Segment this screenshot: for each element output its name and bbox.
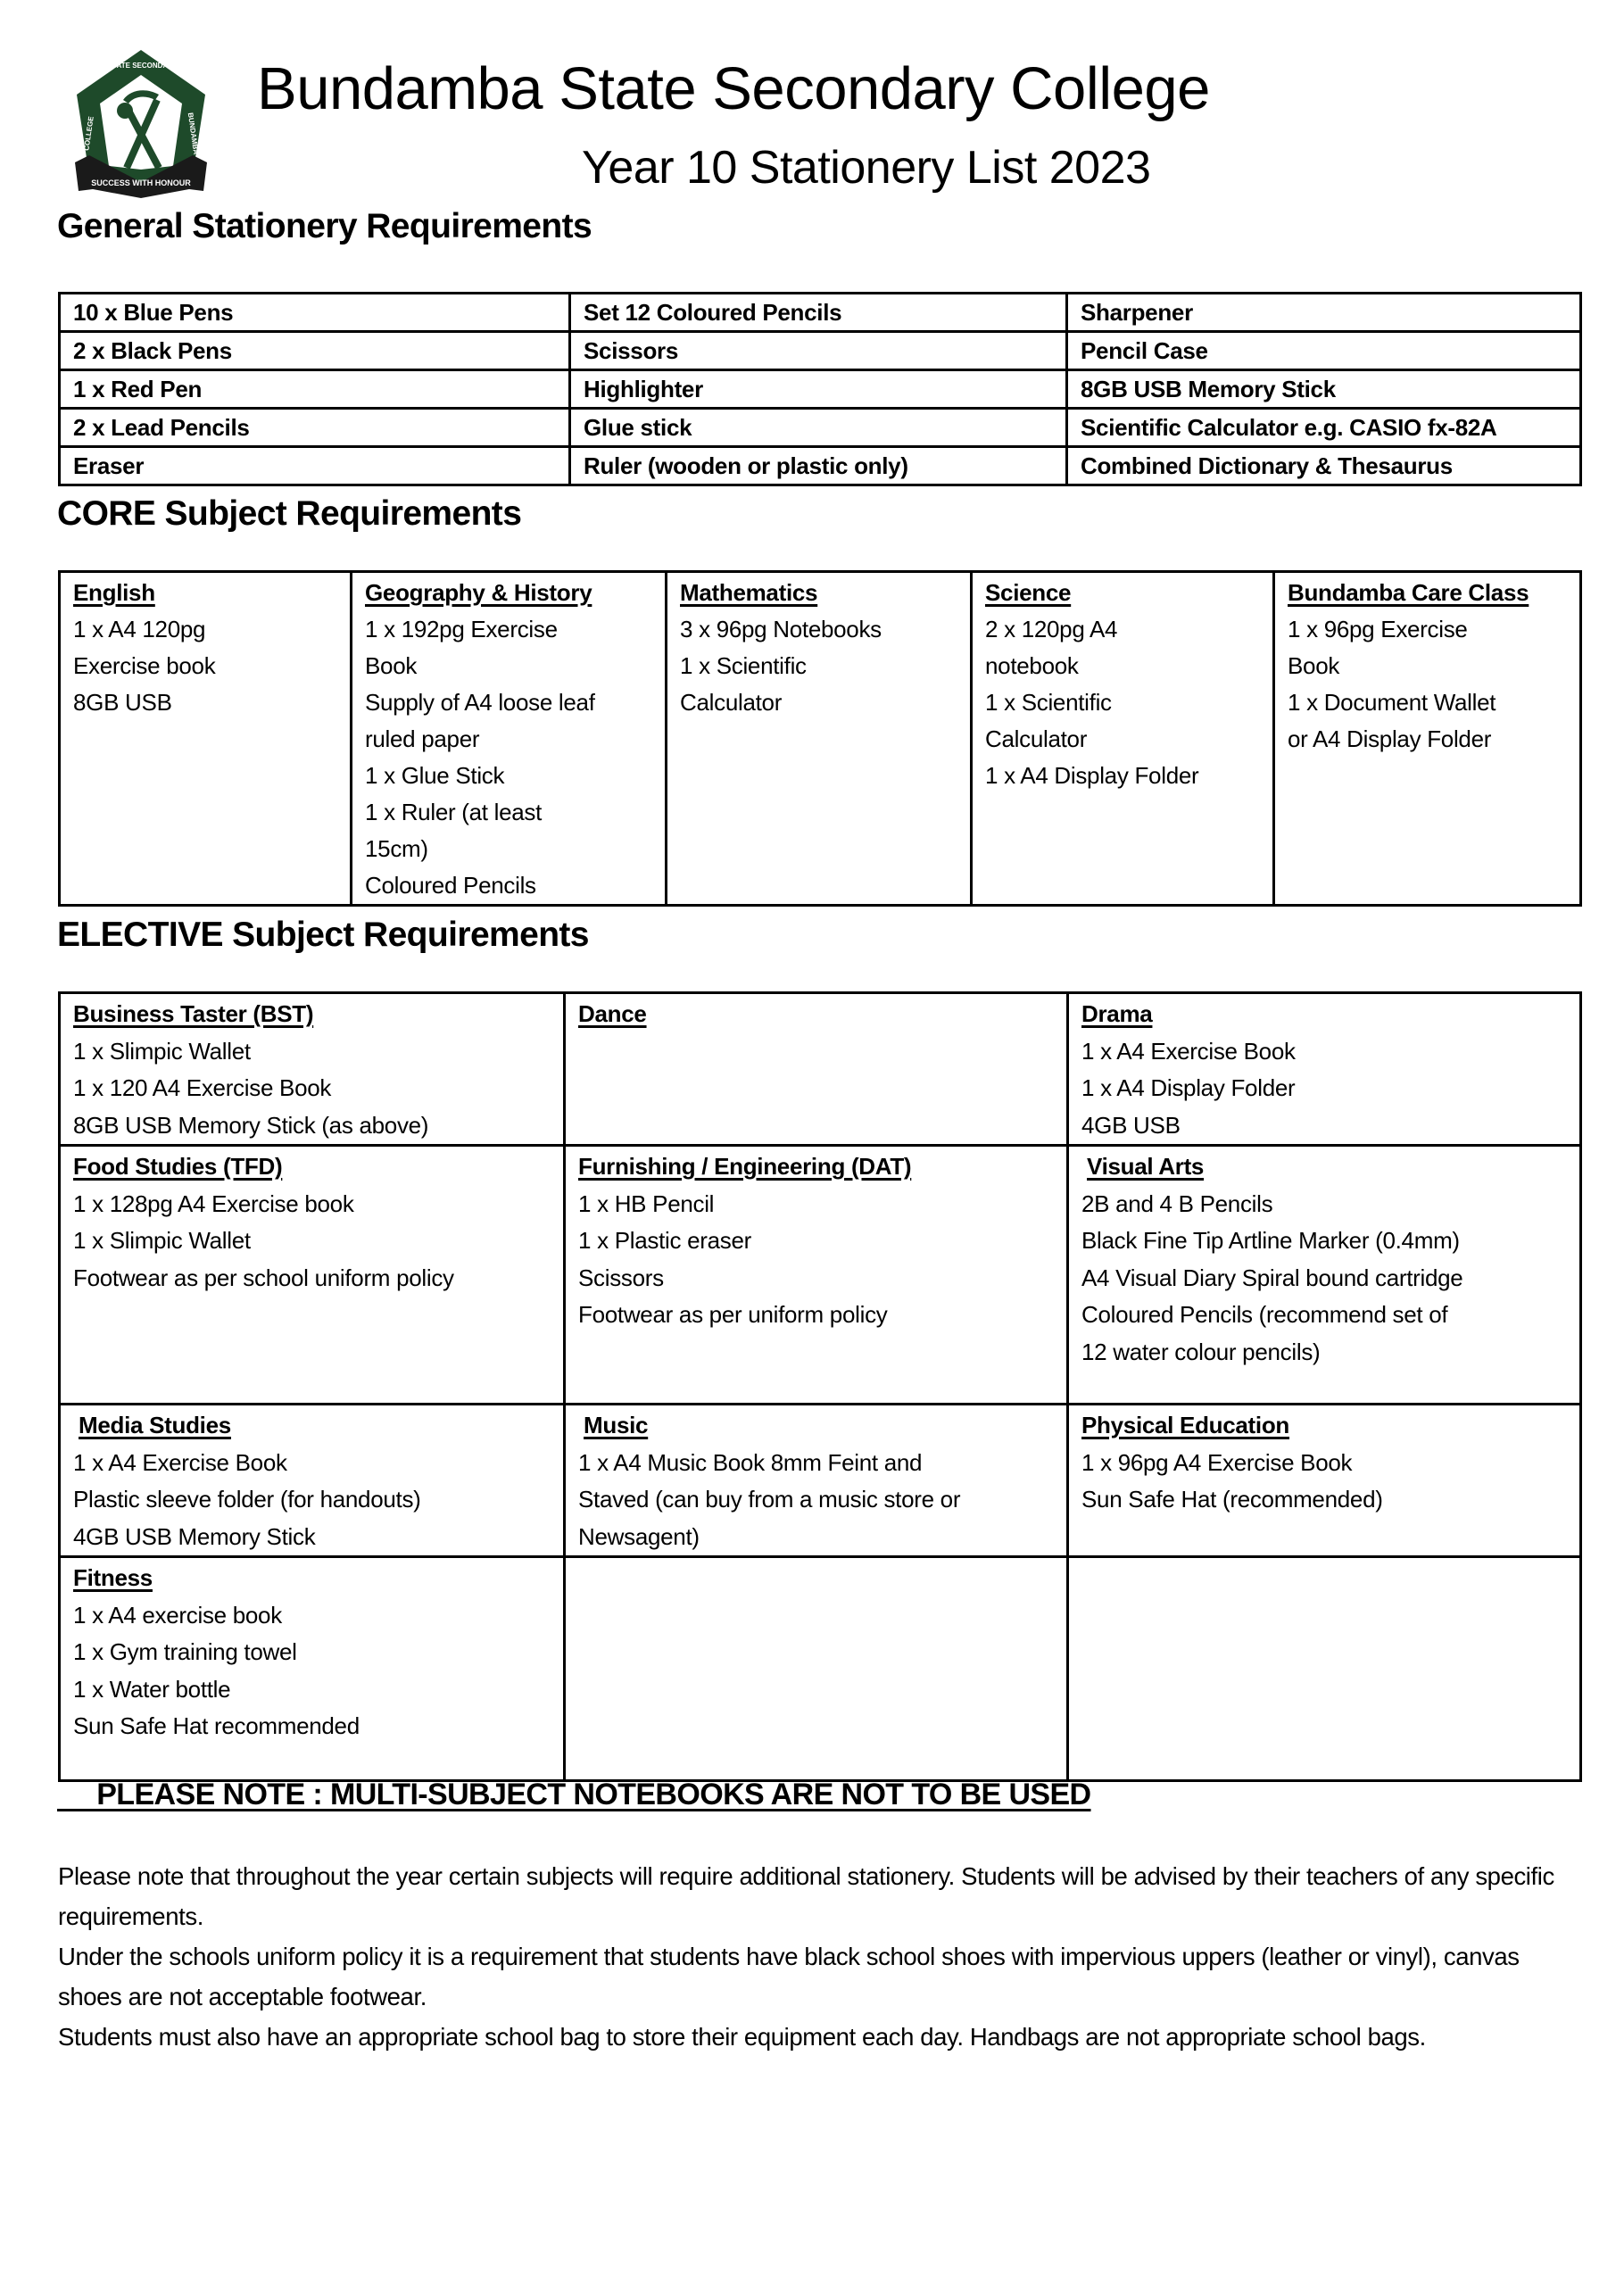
subject-title: Drama — [1081, 1000, 1153, 1027]
subject-item: 1 x Water bottle — [73, 1675, 231, 1703]
core-requirements-heading: CORE Subject Requirements — [57, 494, 522, 533]
subject-title: Geography & History — [365, 579, 592, 606]
subject-item: 1 x 192pg Exercise — [365, 616, 558, 642]
subject-cell — [565, 1146, 1068, 1405]
general-table-row — [60, 294, 1581, 332]
general-item-cell: 2 x Black Pens — [60, 332, 570, 370]
subject-title: Furnishing / Engineering (DAT) — [578, 1153, 912, 1180]
crest-motto: SUCCESS WITH HONOUR — [91, 178, 191, 187]
subject-item: Book — [1288, 652, 1340, 679]
crest-left-text: COLLEGE — [82, 115, 95, 152]
subject-cell — [60, 1146, 565, 1405]
general-item-cell: 8GB USB Memory Stick — [1067, 370, 1581, 409]
subject-item: 4GB USB Memory Stick — [73, 1522, 316, 1550]
subject-item: Footwear as per uniform policy — [578, 1301, 888, 1328]
subject-item: Newsagent) — [578, 1522, 700, 1550]
subject-item: 1 x A4 120pg — [73, 616, 206, 642]
subject-item: 3 x 96pg Notebooks — [680, 616, 882, 642]
subject-item: 1 x 128pg A4 Exercise book — [73, 1189, 354, 1217]
subject-item: 1 x HB Pencil — [578, 1189, 715, 1217]
subject-item: Black Fine Tip Artline Marker (0.4mm) — [1081, 1227, 1460, 1254]
subject-title: English — [73, 579, 155, 606]
school-crest-logo — [71, 48, 211, 200]
subject-item: 1 x 96pg A4 Exercise Book — [1081, 1448, 1353, 1476]
empty-cell — [1068, 1557, 1581, 1781]
subject-title: Food Studies (TFD) — [73, 1153, 283, 1180]
subject-item: Calculator — [985, 725, 1088, 752]
general-item-cell: Set 12 Coloured Pencils — [570, 294, 1067, 332]
subject-item: 15cm) — [365, 835, 428, 862]
subject-item: Plastic sleeve folder (for handouts) — [73, 1486, 421, 1513]
document-title: Bundamba State Secondary College — [257, 55, 1210, 122]
general-item-cell: 1 x Red Pen — [60, 370, 570, 409]
general-item-cell: Pencil Case — [1067, 332, 1581, 370]
empty-cell — [565, 1557, 1068, 1781]
general-item-cell: Sharpener — [1067, 294, 1581, 332]
subject-item: Footwear as per school uniform policy — [73, 1264, 454, 1291]
subject-title: Media Studies — [79, 1412, 231, 1438]
elective-row — [60, 993, 1581, 1146]
general-item-cell: Glue stick — [570, 409, 1067, 447]
subject-cell — [352, 572, 667, 906]
subject-cell — [60, 1405, 565, 1557]
elective-requirements-heading: ELECTIVE Subject Requirements — [57, 916, 589, 954]
subject-cell — [60, 1557, 565, 1781]
subject-cell — [972, 572, 1274, 906]
crest-top-text: STATE SECONDARY — [107, 62, 178, 70]
general-requirements-table — [58, 292, 1582, 486]
subject-item: Supply of A4 loose leaf — [365, 689, 595, 716]
general-item-cell: Highlighter — [570, 370, 1067, 409]
subject-item: 1 x Scientific — [985, 689, 1112, 716]
subject-item: notebook — [985, 652, 1079, 679]
document-subtitle: Year 10 Stationery List 2023 — [582, 142, 1151, 194]
crest-right-text: BUNDAMBA — [186, 112, 201, 155]
general-item-cell: Combined Dictionary & Thesaurus — [1067, 447, 1581, 485]
subject-title: Fitness — [73, 1564, 153, 1591]
subject-item: 4GB USB — [1081, 1111, 1181, 1139]
note-paragraph: Students must also have an appropriate school bag to store their equipment each day. Handbags are not appropriate school bags. — [58, 2023, 1426, 2051]
subject-cell — [1274, 572, 1581, 906]
subject-cell — [60, 572, 352, 906]
subject-item: 1 x Plastic eraser — [578, 1227, 752, 1254]
general-requirements-heading: General Stationery Requirements — [57, 207, 592, 245]
subject-item: Book — [365, 652, 418, 679]
subject-item: 1 x Gym training towel — [73, 1638, 297, 1665]
general-table-row — [60, 447, 1581, 485]
subject-title: Dance — [578, 1000, 647, 1027]
subject-item: ruled paper — [365, 725, 480, 752]
subject-item: A4 Visual Diary Spiral bound cartridge — [1081, 1264, 1463, 1291]
subject-item: 8GB USB — [73, 689, 172, 716]
subject-item: 1 x A4 Exercise Book — [73, 1448, 287, 1476]
subject-title: Mathematics — [680, 579, 818, 606]
general-item-cell: 2 x Lead Pencils — [60, 409, 570, 447]
subject-item: Sun Safe Hat recommended — [73, 1712, 360, 1739]
subject-item: 1 x A4 Music Book 8mm Feint and — [578, 1448, 923, 1476]
core-row — [60, 572, 1581, 906]
subject-cell — [565, 1405, 1068, 1557]
general-item-cell: 10 x Blue Pens — [60, 294, 570, 332]
subject-item: Exercise book — [73, 652, 216, 679]
subject-cell — [60, 993, 565, 1146]
subject-cell — [667, 572, 972, 906]
subject-item: 1 x Slimpic Wallet — [73, 1037, 251, 1065]
subject-item: 1 x A4 exercise book — [73, 1601, 282, 1629]
subject-item: 1 x 96pg Exercise — [1288, 616, 1468, 642]
subject-item: 1 x 120 A4 Exercise Book — [73, 1074, 332, 1101]
subject-item: Staved (can buy from a music store or — [578, 1486, 961, 1513]
elective-row — [60, 1146, 1581, 1405]
note-paragraph: Please note that throughout the year certain subjects will require additional stationery. Students will be advised by their teachers of any specific requirements. — [58, 1862, 1554, 1930]
subject-item: or A4 Display Folder — [1288, 725, 1492, 752]
subject-item: 1 x A4 Exercise Book — [1081, 1037, 1296, 1065]
subject-item: 1 x Scientific — [680, 652, 807, 679]
subject-item: 1 x A4 Display Folder — [985, 762, 1199, 789]
general-item-cell: Scissors — [570, 332, 1067, 370]
subject-item: Coloured Pencils (recommend set of — [1081, 1301, 1448, 1328]
subject-title: Bundamba Care Class — [1288, 579, 1529, 606]
subject-item: 1 x Slimpic Wallet — [73, 1227, 251, 1254]
subject-title: Visual Arts — [1087, 1153, 1205, 1180]
subject-cell — [1068, 993, 1581, 1146]
subject-item: 1 x Ruler (at least — [365, 799, 543, 825]
subject-item: 1 x Document Wallet — [1288, 689, 1496, 716]
subject-item: 2 x 120pg A4 — [985, 616, 1118, 642]
subject-item: Sun Safe Hat (recommended) — [1081, 1486, 1383, 1513]
elective-requirements-table — [58, 991, 1582, 1782]
general-table-row — [60, 332, 1581, 370]
elective-row — [60, 1405, 1581, 1557]
general-item-cell: Scientific Calculator e.g. CASIO fx-82A — [1067, 409, 1581, 447]
subject-item: 2B and 4 B Pencils — [1081, 1189, 1273, 1217]
general-table-row — [60, 409, 1581, 447]
subject-cell — [1068, 1146, 1581, 1405]
subject-cell — [565, 993, 1068, 1146]
subject-title: Music — [584, 1412, 649, 1438]
subject-item: Scissors — [578, 1264, 664, 1291]
subject-item: 12 water colour pencils) — [1081, 1338, 1321, 1365]
subject-title: Science — [985, 579, 1072, 606]
subject-item: 1 x Glue Stick — [365, 762, 505, 789]
core-requirements-table — [58, 570, 1582, 907]
subject-cell — [1068, 1405, 1581, 1557]
general-item-cell: Eraser — [60, 447, 570, 485]
subject-item: 8GB USB Memory Stick (as above) — [73, 1111, 429, 1139]
subject-title: Business Taster (BST) — [73, 1000, 314, 1027]
subject-item: 1 x A4 Display Folder — [1081, 1074, 1296, 1101]
subject-item: Calculator — [680, 689, 783, 716]
subject-item: Coloured Pencils — [365, 872, 536, 899]
multi-subject-notebook-notice: PLEASE NOTE : MULTI-SUBJECT NOTEBOOKS ARE NOT TO BE USED — [57, 1778, 1091, 1811]
note-paragraph: Under the schools uniform policy it is a requirement that students have black school shoes with impervious uppers (leather or vinyl), canvas shoes are not acceptable footwear. — [58, 1943, 1520, 2010]
general-item-cell: Ruler (wooden or plastic only) — [570, 447, 1067, 485]
additional-notes — [58, 1856, 1586, 2057]
subject-title: Physical Education — [1081, 1412, 1290, 1438]
general-table-row — [60, 370, 1581, 409]
elective-row — [60, 1557, 1581, 1781]
